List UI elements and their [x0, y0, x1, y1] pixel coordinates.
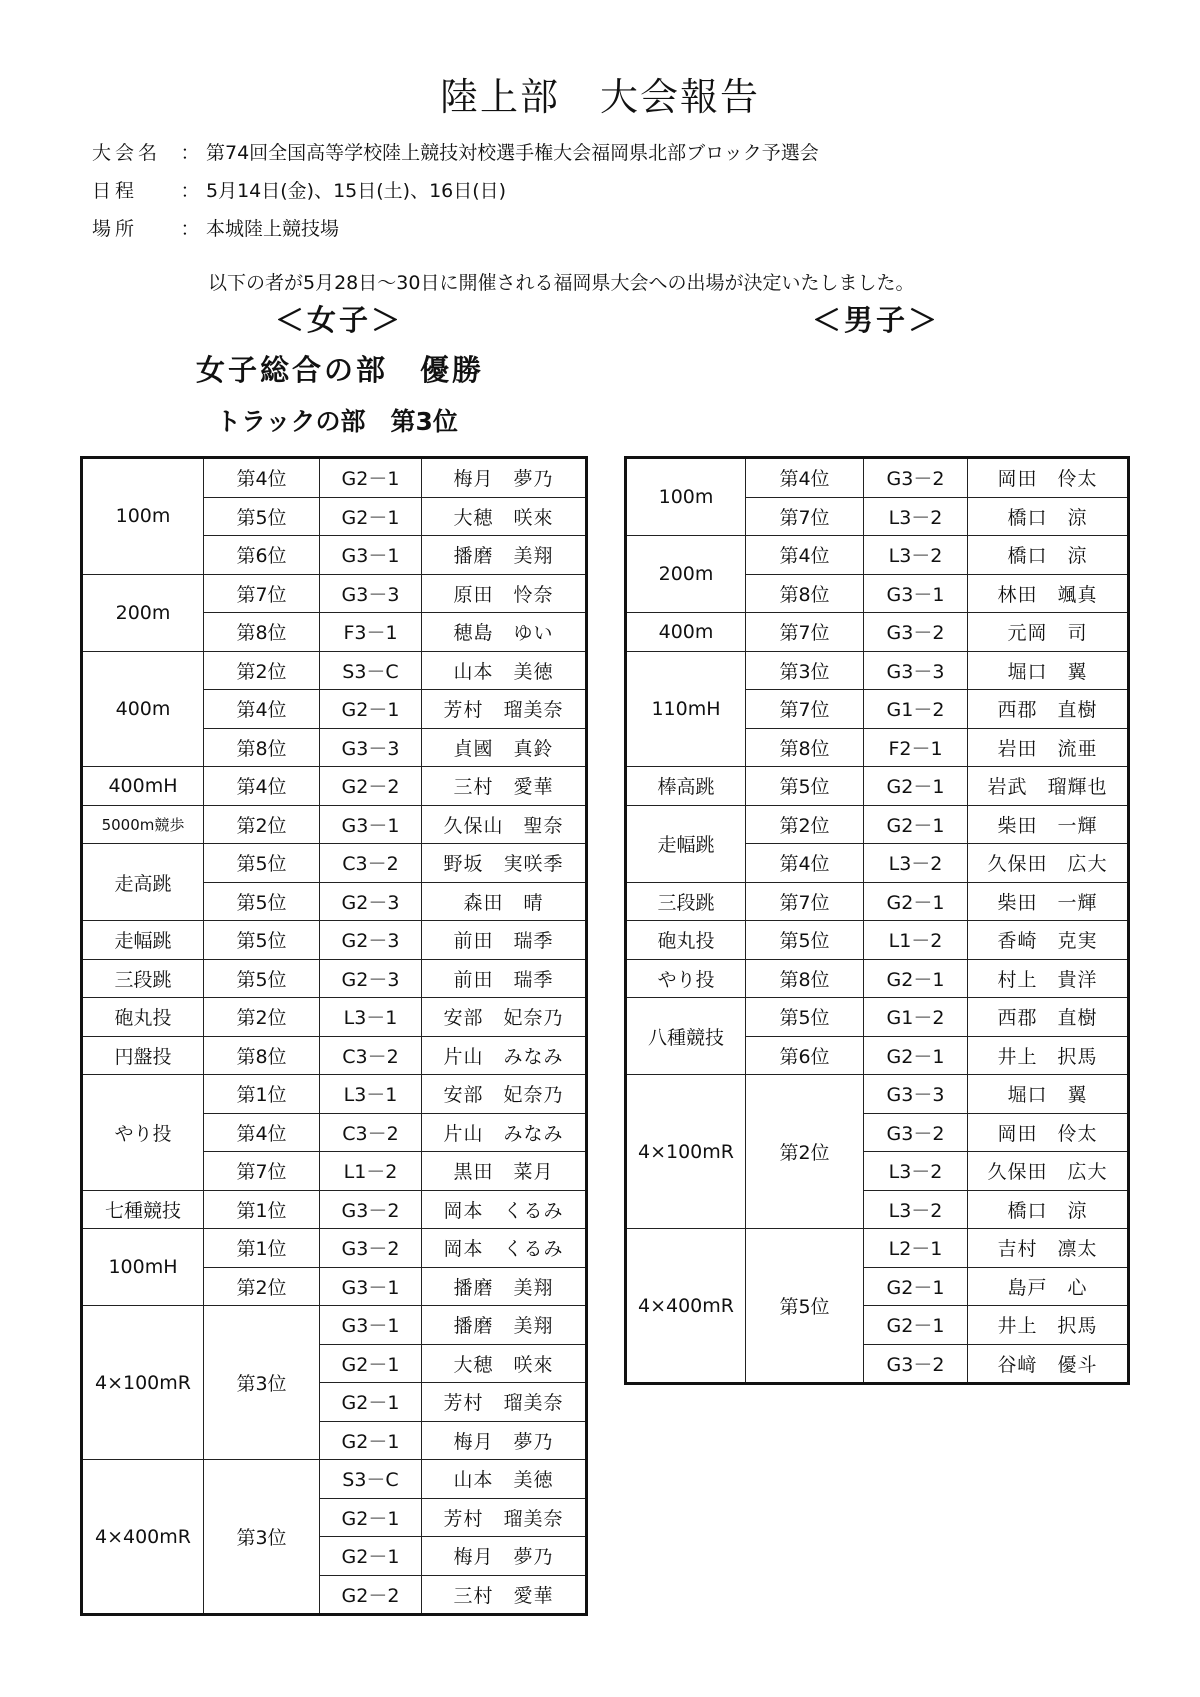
class-cell: G2－3 — [320, 882, 422, 921]
name-cell: 三村 愛華 — [422, 1575, 587, 1615]
rank-cell: 第1位 — [204, 1075, 320, 1114]
rank-cell: 第5位 — [204, 921, 320, 960]
table-row — [626, 767, 1129, 806]
name-cell: 元岡 司 — [968, 613, 1129, 652]
rank-cell: 第4位 — [204, 458, 320, 498]
class-cell: F2－1 — [864, 728, 968, 767]
info-schedule: 日程 ： 5月14日(金)、15日(土)、16日(日) — [92, 176, 506, 203]
rank-cell: 第7位 — [746, 497, 864, 536]
rank-cell: 第8位 — [204, 1036, 320, 1075]
name-cell: 岡本 くるみ — [422, 1229, 587, 1268]
class-cell: L2－1 — [864, 1229, 968, 1268]
name-cell: 芳村 瑠美奈 — [422, 1498, 587, 1537]
event-cell: 100mH — [82, 1229, 204, 1306]
name-cell: 岡本 くるみ — [422, 1190, 587, 1229]
class-cell: S3－C — [320, 1460, 422, 1499]
women-heading: ＜女子＞ — [275, 303, 404, 337]
class-cell: L3－2 — [864, 536, 968, 575]
class-cell: G2－1 — [320, 497, 422, 536]
event-cell: 走高跳 — [82, 844, 204, 921]
rank-cell: 第5位 — [204, 497, 320, 536]
name-cell: 谷﨑 優斗 — [968, 1344, 1129, 1384]
name-cell: 橋口 涼 — [968, 497, 1129, 536]
table-row — [82, 1460, 587, 1499]
name-cell: 山本 美徳 — [422, 1460, 587, 1499]
name-cell: 三村 愛華 — [422, 767, 587, 806]
class-cell: G2－2 — [320, 767, 422, 806]
class-cell: G2－1 — [864, 1036, 968, 1075]
table-row — [82, 767, 587, 806]
info-label: 大会名 — [92, 142, 162, 164]
name-cell: 梅月 夢乃 — [422, 1537, 587, 1576]
event-cell: 100m — [626, 458, 746, 536]
rank-cell: 第7位 — [746, 882, 864, 921]
class-cell: G3－1 — [320, 805, 422, 844]
table-row — [82, 1306, 587, 1345]
class-cell: G2－1 — [864, 882, 968, 921]
name-cell: 岡田 伶太 — [968, 1113, 1129, 1152]
event-cell: 4×100mR — [82, 1306, 204, 1460]
table-row — [82, 1036, 587, 1075]
table-row — [82, 1229, 587, 1268]
name-cell: 岡田 伶太 — [968, 458, 1129, 498]
event-cell: 七種競技 — [82, 1190, 204, 1229]
name-cell: 播磨 美翔 — [422, 1306, 587, 1345]
table-row — [82, 844, 587, 883]
class-cell: S3－C — [320, 651, 422, 690]
name-cell: 大穂 咲來 — [422, 1344, 587, 1383]
name-cell: 播磨 美翔 — [422, 1267, 587, 1306]
name-cell: 梅月 夢乃 — [422, 458, 587, 498]
rank-cell: 第7位 — [204, 1152, 320, 1191]
name-cell: 香崎 克実 — [968, 921, 1129, 960]
class-cell: L3－2 — [864, 497, 968, 536]
class-cell: L1－2 — [320, 1152, 422, 1191]
class-cell: G2－1 — [864, 805, 968, 844]
name-cell: 播磨 美翔 — [422, 536, 587, 575]
class-cell: G3－2 — [864, 1113, 968, 1152]
name-cell: 安部 妃奈乃 — [422, 998, 587, 1037]
class-cell: G2－3 — [320, 921, 422, 960]
rank-cell: 第1位 — [204, 1229, 320, 1268]
name-cell: 梅月 夢乃 — [422, 1421, 587, 1460]
name-cell: 芳村 瑠美奈 — [422, 690, 587, 729]
name-cell: 柴田 一輝 — [968, 882, 1129, 921]
rank-cell: 第5位 — [204, 882, 320, 921]
class-cell: G3－1 — [320, 1267, 422, 1306]
info-value: 本城陸上競技場 — [206, 218, 340, 240]
class-cell: L3－2 — [864, 1152, 968, 1191]
rank-cell: 第3位 — [204, 1460, 320, 1615]
class-cell: G2－1 — [864, 959, 968, 998]
event-cell: 200m — [82, 574, 204, 651]
info-value: 5月14日(金)、15日(土)、16日(日) — [206, 180, 507, 202]
name-cell: 岩武 瑠輝也 — [968, 767, 1129, 806]
class-cell: G3－3 — [864, 1075, 968, 1114]
rank-cell: 第4位 — [746, 844, 864, 883]
name-cell: 前田 瑞季 — [422, 959, 587, 998]
class-cell: G3－3 — [320, 728, 422, 767]
name-cell: 穂島 ゆい — [422, 613, 587, 652]
rank-cell: 第2位 — [204, 805, 320, 844]
class-cell: G2－1 — [320, 690, 422, 729]
rank-cell: 第5位 — [204, 844, 320, 883]
table-row — [82, 921, 587, 960]
women-track-result: トラックの部 第3位 — [216, 407, 458, 436]
table-row — [626, 536, 1129, 575]
event-cell: 走幅跳 — [82, 921, 204, 960]
men-results-table — [624, 456, 1130, 1385]
rank-cell: 第3位 — [204, 1306, 320, 1460]
name-cell: 井上 択馬 — [968, 1036, 1129, 1075]
name-cell: 芳村 瑠美奈 — [422, 1383, 587, 1422]
event-cell: 三段跳 — [626, 882, 746, 921]
class-cell: G1－2 — [864, 690, 968, 729]
rank-cell: 第5位 — [746, 998, 864, 1037]
class-cell: C3－2 — [320, 1036, 422, 1075]
rank-cell: 第5位 — [204, 959, 320, 998]
rank-cell: 第4位 — [746, 458, 864, 498]
rank-cell: 第4位 — [204, 1113, 320, 1152]
name-cell: 原田 怜奈 — [422, 574, 587, 613]
event-cell: 100m — [82, 458, 204, 575]
class-cell: G2－3 — [320, 959, 422, 998]
women-overall-result: 女子総合の部 優勝 — [196, 353, 485, 387]
event-cell: 砲丸投 — [82, 998, 204, 1037]
rank-cell: 第8位 — [204, 613, 320, 652]
name-cell: 片山 みなみ — [422, 1036, 587, 1075]
rank-cell: 第8位 — [746, 574, 864, 613]
class-cell: G2－1 — [864, 1267, 968, 1306]
name-cell: 片山 みなみ — [422, 1113, 587, 1152]
event-cell: 4×100mR — [626, 1075, 746, 1229]
table-row — [626, 1075, 1129, 1114]
event-cell: 三段跳 — [82, 959, 204, 998]
class-cell: G2－1 — [864, 767, 968, 806]
table-row — [82, 959, 587, 998]
class-cell: G3－2 — [864, 613, 968, 652]
event-cell: 200m — [626, 536, 746, 613]
table-row — [626, 1229, 1129, 1268]
class-cell: G3－2 — [320, 1229, 422, 1268]
info-venue: 場所 ： 本城陸上競技場 — [92, 214, 339, 241]
rank-cell: 第2位 — [746, 1075, 864, 1229]
event-cell: 4×400mR — [626, 1229, 746, 1384]
class-cell: L3－1 — [320, 998, 422, 1037]
class-cell: G2－1 — [320, 1537, 422, 1576]
name-cell: 山本 美徳 — [422, 651, 587, 690]
event-cell: 砲丸投 — [626, 921, 746, 960]
class-cell: C3－2 — [320, 1113, 422, 1152]
rank-cell: 第5位 — [746, 921, 864, 960]
info-label: 場所 — [92, 218, 139, 240]
event-cell: 円盤投 — [82, 1036, 204, 1075]
name-cell: 林田 颯真 — [968, 574, 1129, 613]
class-cell: G2－2 — [320, 1575, 422, 1615]
table-row — [82, 805, 587, 844]
event-cell: 400m — [626, 613, 746, 652]
rank-cell: 第2位 — [204, 998, 320, 1037]
event-cell: やり投 — [626, 959, 746, 998]
class-cell: G3－2 — [320, 1190, 422, 1229]
rank-cell: 第8位 — [746, 728, 864, 767]
table-row — [626, 959, 1129, 998]
name-cell: 橋口 涼 — [968, 1190, 1129, 1229]
rank-cell: 第6位 — [746, 1036, 864, 1075]
class-cell: F3－1 — [320, 613, 422, 652]
rank-cell: 第7位 — [746, 690, 864, 729]
name-cell: 西郡 直樹 — [968, 998, 1129, 1037]
table-row — [82, 574, 587, 613]
class-cell: G3－2 — [864, 458, 968, 498]
rank-cell: 第2位 — [746, 805, 864, 844]
class-cell: C3－2 — [320, 844, 422, 883]
class-cell: G2－1 — [864, 1306, 968, 1345]
event-cell: 110mH — [626, 651, 746, 767]
class-cell: G3－1 — [864, 574, 968, 613]
event-cell: やり投 — [82, 1075, 204, 1191]
rank-cell: 第2位 — [204, 651, 320, 690]
men-heading: ＜男子＞ — [812, 303, 941, 337]
rank-cell: 第2位 — [204, 1267, 320, 1306]
rank-cell: 第4位 — [204, 690, 320, 729]
name-cell: 安部 妃奈乃 — [422, 1075, 587, 1114]
name-cell: 久保田 広大 — [968, 1152, 1129, 1191]
name-cell: 久保田 広大 — [968, 844, 1129, 883]
name-cell: 久保山 聖奈 — [422, 805, 587, 844]
qualification-notice: 以下の者が5月28日～30日に開催される福岡県大会への出場が決定いたしました。 — [208, 272, 915, 294]
table-row — [82, 1075, 587, 1114]
name-cell: 西郡 直樹 — [968, 690, 1129, 729]
class-cell: L3－1 — [320, 1075, 422, 1114]
name-cell: 大穂 咲來 — [422, 497, 587, 536]
event-cell: 棒高跳 — [626, 767, 746, 806]
name-cell: 吉村 凛太 — [968, 1229, 1129, 1268]
rank-cell: 第6位 — [204, 536, 320, 575]
rank-cell: 第3位 — [746, 651, 864, 690]
name-cell: 堀口 翼 — [968, 1075, 1129, 1114]
rank-cell: 第7位 — [746, 613, 864, 652]
event-cell: 5000m競歩 — [82, 805, 204, 844]
page-title: 陸上部 大会報告 — [439, 75, 760, 119]
class-cell: G2－1 — [320, 1383, 422, 1422]
rank-cell: 第7位 — [204, 574, 320, 613]
name-cell: 堀口 翼 — [968, 651, 1129, 690]
event-cell: 八種競技 — [626, 998, 746, 1075]
name-cell: 黒田 菜月 — [422, 1152, 587, 1191]
rank-cell: 第4位 — [746, 536, 864, 575]
name-cell: 森田 晴 — [422, 882, 587, 921]
table-row — [626, 882, 1129, 921]
class-cell: G3－3 — [320, 574, 422, 613]
rank-cell: 第5位 — [746, 1229, 864, 1384]
class-cell: G1－2 — [864, 998, 968, 1037]
rank-cell: 第4位 — [204, 767, 320, 806]
event-cell: 400mH — [82, 767, 204, 806]
class-cell: G2－1 — [320, 1498, 422, 1537]
table-row — [82, 651, 587, 690]
class-cell: G2－1 — [320, 1421, 422, 1460]
table-row — [82, 458, 587, 498]
rank-cell: 第1位 — [204, 1190, 320, 1229]
table-row — [626, 613, 1129, 652]
class-cell: G2－1 — [320, 458, 422, 498]
class-cell: G3－1 — [320, 1306, 422, 1345]
table-row — [626, 921, 1129, 960]
rank-cell: 第8位 — [204, 728, 320, 767]
info-label: 日程 — [92, 180, 139, 202]
table-row — [626, 805, 1129, 844]
event-cell: 4×400mR — [82, 1460, 204, 1615]
name-cell: 井上 択馬 — [968, 1306, 1129, 1345]
table-row — [82, 998, 587, 1037]
class-cell: L3－2 — [864, 844, 968, 883]
event-cell: 走幅跳 — [626, 805, 746, 882]
class-cell: G3－1 — [320, 536, 422, 575]
name-cell: 貞國 真鈴 — [422, 728, 587, 767]
name-cell: 前田 瑞季 — [422, 921, 587, 960]
class-cell: L3－2 — [864, 1190, 968, 1229]
name-cell: 野坂 実咲季 — [422, 844, 587, 883]
info-value: 第74回全国高等学校陸上競技対校選手権大会福岡県北部ブロック予選会 — [206, 142, 819, 164]
women-results-table — [80, 456, 588, 1616]
rank-cell: 第5位 — [746, 767, 864, 806]
name-cell: 柴田 一輝 — [968, 805, 1129, 844]
class-cell: G2－1 — [320, 1344, 422, 1383]
table-row — [626, 458, 1129, 498]
class-cell: L1－2 — [864, 921, 968, 960]
info-tournament: 大会名 ： 第74回全国高等学校陸上競技対校選手権大会福岡県北部ブロック予選会 — [92, 138, 819, 165]
name-cell: 村上 貴洋 — [968, 959, 1129, 998]
class-cell: G3－2 — [864, 1344, 968, 1384]
table-row — [82, 1190, 587, 1229]
table-row — [626, 998, 1129, 1037]
table-row — [626, 651, 1129, 690]
event-cell: 400m — [82, 651, 204, 767]
name-cell: 橋口 涼 — [968, 536, 1129, 575]
rank-cell: 第8位 — [746, 959, 864, 998]
class-cell: G3－3 — [864, 651, 968, 690]
name-cell: 島戸 心 — [968, 1267, 1129, 1306]
name-cell: 岩田 流亜 — [968, 728, 1129, 767]
